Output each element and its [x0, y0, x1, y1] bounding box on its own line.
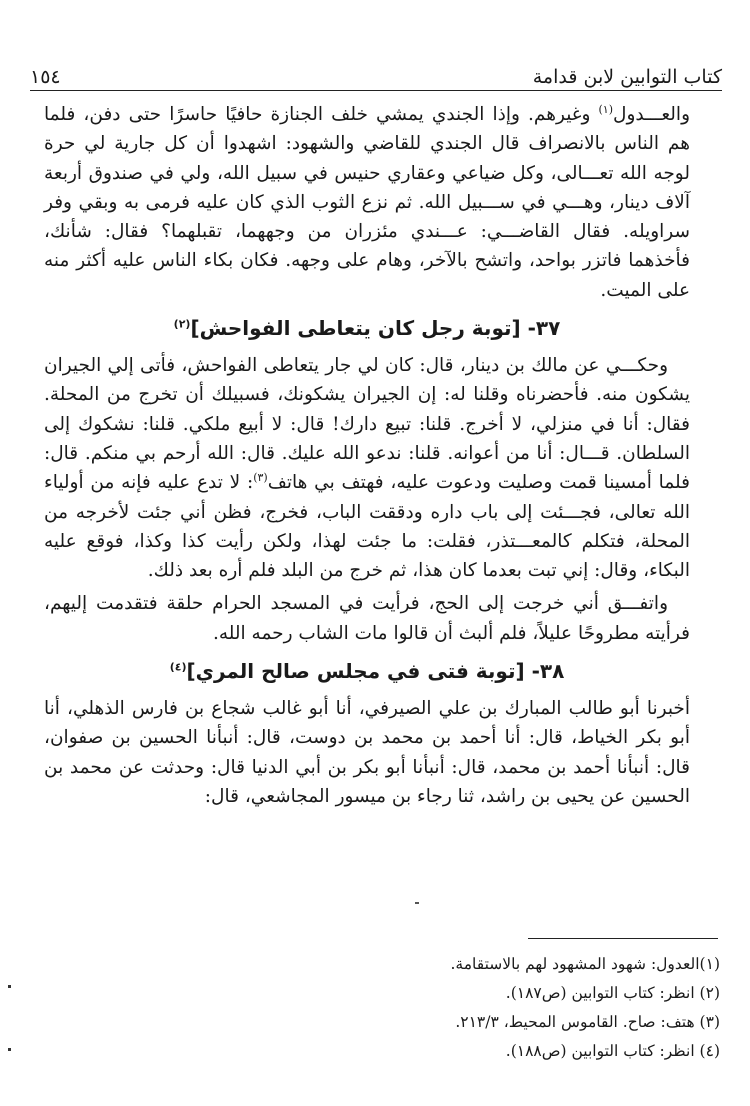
intro-paragraph [44, 100, 690, 305]
page-number: ١٥٤ [30, 66, 61, 88]
footnote-ref-3[interactable]: (٣) [253, 471, 268, 485]
section-37-heading: ٣٧- [توبة رجل كان يتعاطى الفواحش]$^{(٢)}$ [173, 316, 561, 341]
section-38-paragraph-1: أخبرنا أبو طالب المبارك بن علي الصيرفي، أنا أبو غالب شجاع بن فارس الذهلي، أنا أبو بكر الخياط، قال: أنا أحمد بن محمد بن دوست، قال: أنبأنا الحسين بن صفوان، قال: أنبأنا أحمد بن محمد، قال: أنبأنا أبو بكر بن أبي الدنيا قال: وحدثت عن محمد بن الحسين عن يحيى بن راشد، ثنا رجاء بن ميسور المجاشعي، قال: [44, 698, 690, 807]
section-38-heading: ٣٨- [توبة فتى في مجلس صالح المري]$^{(٤)}$ [169, 659, 565, 684]
footnote-ref-4[interactable]: (٤) [169, 660, 187, 674]
footnote-1: (١)العدول: شهود المشهود لهم بالاستقامة. [450, 955, 720, 973]
footnote-ref-1[interactable]: (١) [598, 102, 614, 116]
footnote-separator [528, 938, 718, 939]
section-37-paragraph-2: واتفـــق أني خرجت إلى الحج، فرأيت في المسجد الحرام حلقة فتقدمت إليهم، فرأيته مطروحًا عليلاً، فلم ألبث أن قالوا مات الشاب رحمه الله. [44, 593, 690, 644]
footnote-2: (٢) انظر: كتاب التوابين (ص١٨٧). [505, 984, 720, 1002]
footnote-ref-2[interactable]: (٢) [173, 317, 191, 331]
intro-text: وغيرهم. وإذا الجندي يمشي خلف الجنازة حافيًا حاسرًا حتى دفن، فلما هم الناس بالانصراف قال الجندي للقاضي والشهود: اشهدوا أن كل جارية لي حرة لوجه الله تعـــالى، وكل ضياعي وعقاري حنيس في سبيل الله، ولي في صندوق أربعة آلاف دينار، وهـــي في ســـبيل الله. ثم نزع الثوب الذي كان عليه فرمى به وبقي وفر سراويله. فقال القاضـــي: عـــندي مئزران من وجههما، تقبلهما؟ فقال: شأنك، فأخذهما فاتزر بواحد، واتشح بالآخر، وهام على وجهه. فكان بكاء الناس عليه أكثر منه على الميت. [44, 104, 690, 301]
footnote-4: (٤) انظر: كتاب التوابين (ص١٨٨). [505, 1042, 720, 1060]
section-37-paragraph-1: وحكـــي عن مالك بن دينار، قال: كان لي جار يتعاطى الفواحش، فأتى إلي الجيران يشكون منه. فأحضرناه وقلنا له: إن الجيران يشكونك، فسبيلك أن تخرج من المحلة. فقال: أنا في منزلي، لا أخرج. قلنا: تبيع دارك! قال: لا أبيع ملكي. قلنا: نشكوك إلى السلطان. قـــال: أنا من أعوانه. قلنا: ندعو الله عليك. قال: الله أرحم بي منكم. قال: فلما أمسينا قمت وصليت ودعوت عليه، فهتف بي هاتف$^{(٣)}$: لا تدع عليه فإنه من أولياء الله تعالى، فجـــئت إلى باب داره ودققت الباب، فخرج، فظن أني جئت لأخرجه من المحلة، فتكلم كالمعـــتذر، فقلت: ما جئت لهذا، ولكن رأيت كذا وكذا، فوقع عليه البكاء، وقال: إني تبت بعدما كان هذا، ثم خرج من البلد فلم أره بعد ذلك. [44, 355, 690, 582]
book-title: كتاب التوابين لابن قدامة [532, 66, 722, 88]
margin-mark [8, 1048, 11, 1051]
margin-mark [8, 985, 11, 988]
intro-word: والعـــدول [613, 104, 690, 125]
footnote-3: (٣) هتف: صاح. القاموس المحيط، ٢١٣/٣. [455, 1013, 720, 1031]
stray-mark [415, 902, 419, 904]
page-header [30, 58, 722, 91]
main-text [44, 100, 690, 811]
footnotes [220, 950, 720, 1066]
